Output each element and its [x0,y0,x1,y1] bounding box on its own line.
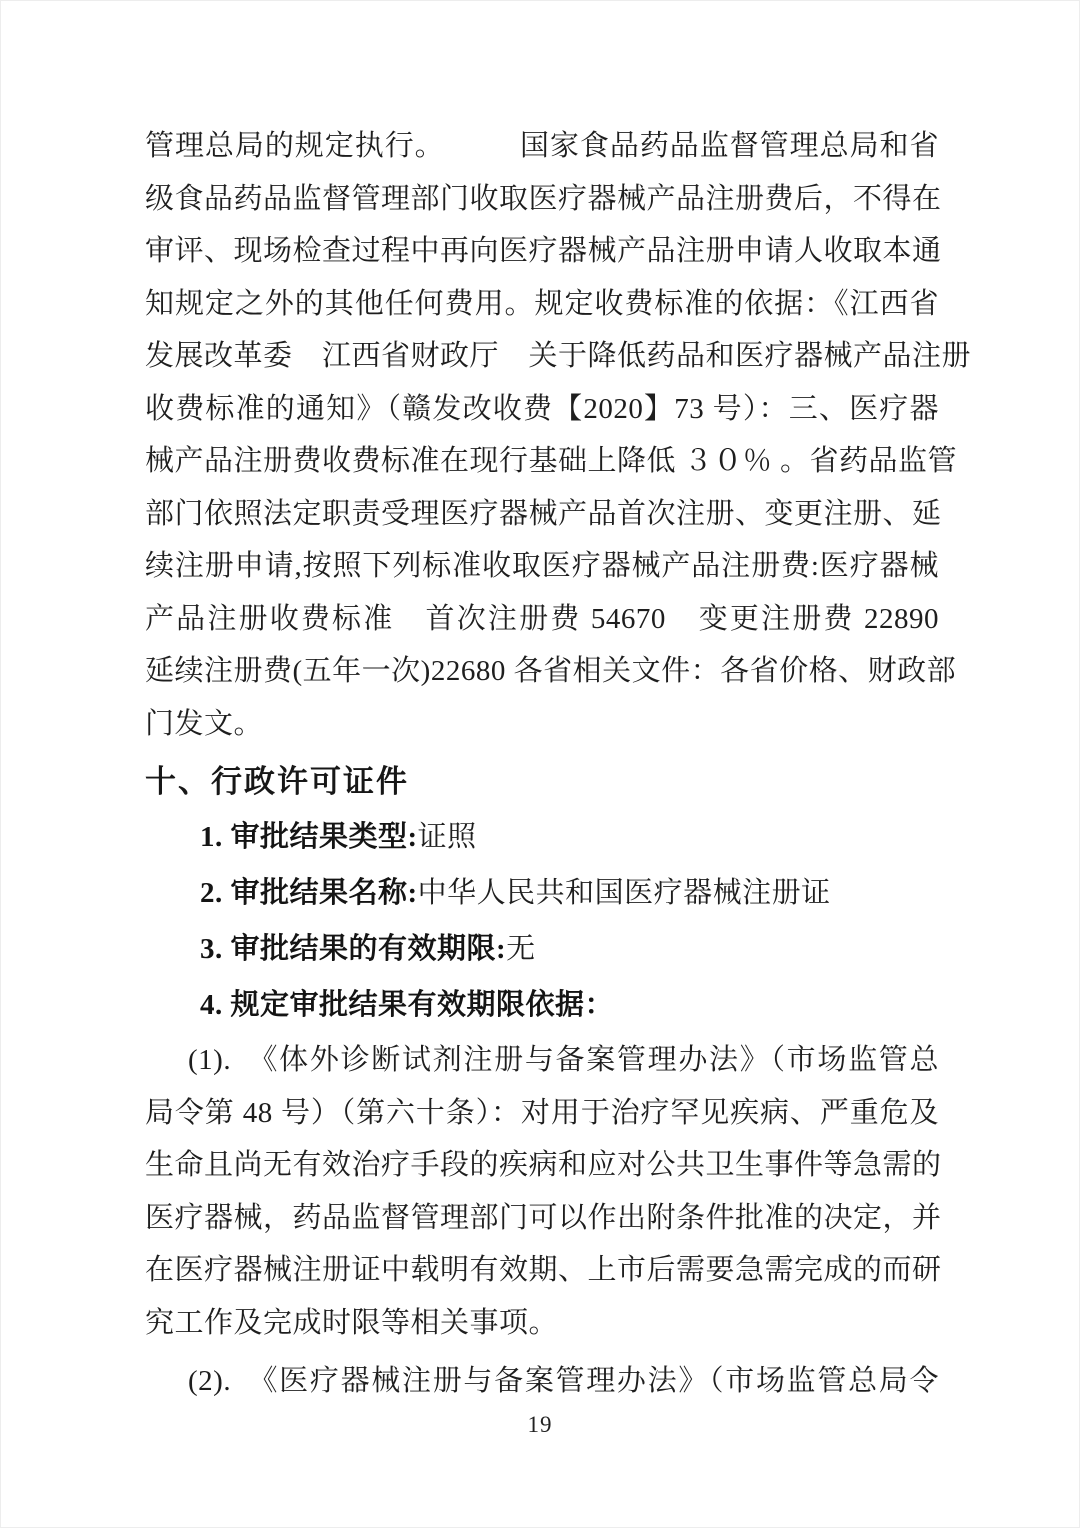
paragraph-continuation [145,120,972,750]
paragraph-basis-1 [145,1034,942,1349]
text-line: 生命且尚无有效治疗手段的疾病和应对公共卫生事件等急需的 [145,1149,942,1181]
text-line: 级食品药品监督管理部门收取医疗器械产品注册费后，不得在 [145,182,942,215]
text-line: 局令第 48 号）（第六十条）：对用于治疗罕见疾病、严重危及 [145,1096,939,1129]
list-item-validity [200,924,939,974]
page-content [145,120,972,1408]
item-value: 中华人民共和国医疗器械注册证 [417,877,831,909]
text-line: 知规定之外的其他任何费用。规定收费标准的依据：《江西省 [145,287,939,320]
item-label: 1. 审批结果类型: [200,821,418,853]
item-label: 4. 规定审批结果有效期限依据： [200,989,615,1021]
text-line: 收费标准的通知》（赣发改收费【2020】73 号）：三、医疗器 [145,392,939,425]
list-item-result-name [200,868,939,918]
page-number: 19 [527,1412,553,1437]
text-line: 审评、现场检查过程中再向医疗器械产品注册申请人收取本通 [145,235,942,267]
text-line: 门发文。 [145,707,264,740]
list-item-validity-basis [200,980,939,1030]
text-line: 部门依照法定职责受理医疗器械产品首次注册、变更注册、延 [145,497,942,530]
item-value: 证照 [417,821,477,853]
item-label: 3. 审批结果的有效期限: [200,933,507,965]
item-label: 2. 审批结果名称: [200,877,418,909]
text-line: 产品注册收费标准 首次注册费 54670 变更注册费 22890 [145,602,939,635]
paragraph-basis-2 [145,1355,939,1408]
text-line: 究工作及完成时限等相关事项。 [145,1306,559,1339]
text-line: 发展改革委 江西省财政厅 关于降低药品和医疗器械产品注册 [145,340,972,372]
text-line: 续注册申请,按照下列标准收取医疗器械产品注册费:医疗器械 [145,550,939,582]
item-value: 无 [506,933,536,965]
list-item-result-type [200,812,939,862]
text-line: (1). 《体外诊断试剂注册与备案管理办法》（市场监管总 [188,1044,939,1076]
text-line: 管理总局的规定执行。 国家食品药品监督管理总局和省 [145,130,939,162]
text-line: 械产品注册费收费标准在现行基础上降低 ３０％ 。省药品监管 [145,445,958,477]
text-line: (2). 《医疗器械注册与备案管理办法》（市场监管总局令 [188,1365,939,1397]
text-line: 在医疗器械注册证中载明有效期、上市后需要急需完成的而研 [145,1254,942,1286]
section-heading: 十、行政许可证件 [145,764,409,799]
text-line: 延续注册费(五年一次)22680 各省相关文件：各省价格、财政部 [145,655,957,687]
text-line: 医疗器械，药品监督管理部门可以作出附条件批准的决定，并 [145,1201,942,1234]
